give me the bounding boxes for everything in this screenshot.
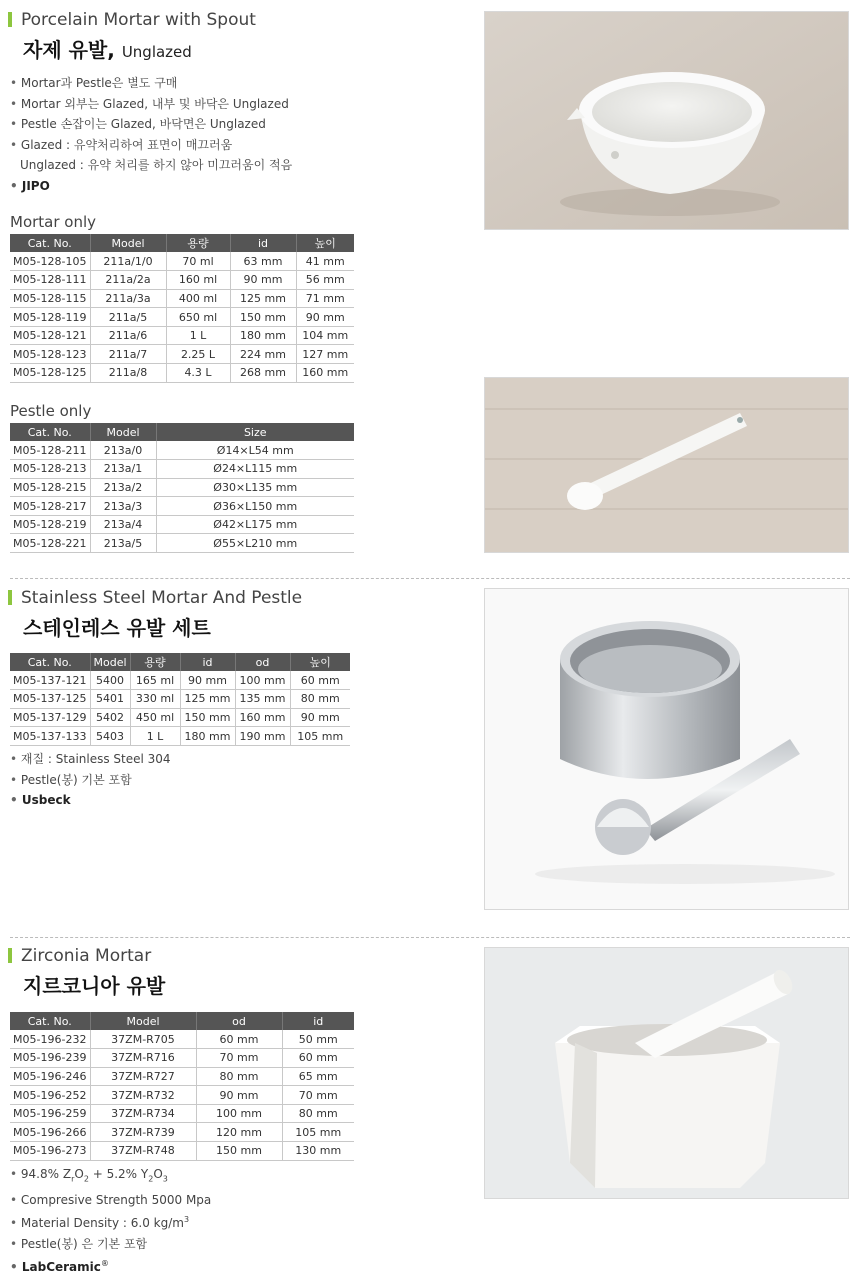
zirconia-title-en: Zirconia Mortar [8, 946, 151, 966]
mortar-table-cell: 90 mm [230, 271, 296, 290]
stainless-table-cell: 60 mm [290, 671, 350, 690]
zirconia-table-cell: 37ZM-R739 [90, 1123, 196, 1142]
zirconia-bullets [10, 1164, 211, 1271]
table-row [10, 690, 350, 709]
pestle-table-cell: 213a/1 [90, 460, 156, 479]
zirconia-illustration [485, 948, 849, 1199]
zirconia-table-cell: M05-196-273 [10, 1142, 90, 1161]
mortar-table-cell: 70 ml [166, 252, 230, 271]
mortar-table-cell: 211a/2a [90, 271, 166, 290]
mortar-table-col-header: Model [90, 234, 166, 252]
porcelain-bullet: • Pestle 손잡이는 Glazed, 바닥면은 Unglazed [10, 114, 292, 135]
stainless-photo [484, 588, 849, 910]
stainless-table-cell: M05-137-129 [10, 708, 90, 727]
stainless-table-col-header: Model [90, 653, 130, 671]
pestle-only-table [10, 423, 354, 553]
zirconia-table-cell: 50 mm [282, 1030, 354, 1049]
zirconia-table-cell: 130 mm [282, 1142, 354, 1161]
pestle-table-cell: M05-128-219 [10, 515, 90, 534]
porcelain-bullet: • Mortar과 Pestle은 별도 구매 [10, 73, 292, 94]
porcelain-pestle-photo [484, 377, 849, 553]
mortar-table-cell: 41 mm [296, 252, 354, 271]
zirconia-title-ko: 지르코니아 유발 [23, 974, 166, 998]
zirconia-table-cell: 80 mm [196, 1067, 282, 1086]
zirconia-photo [484, 947, 849, 1199]
table-row [10, 708, 350, 727]
zirconia-table-cell: 37ZM-R734 [90, 1104, 196, 1123]
mortar-table-cell: 211a/7 [90, 345, 166, 364]
porcelain-pestle-illustration [485, 378, 849, 553]
pestle-table-cell: 213a/3 [90, 497, 156, 516]
stainless-table-cell: 190 mm [235, 727, 290, 746]
mortar-table-cell: 211a/8 [90, 364, 166, 383]
mortar-table-cell: M05-128-115 [10, 289, 90, 308]
table-row [10, 326, 354, 345]
zirconia-composition: • 94.8% $Z_rO_2 + 5.2\%$ $Y_2O_3$ [10, 1164, 211, 1190]
zirconia-pestle: • Pestle(봉) 은 기본 포함 [10, 1234, 211, 1255]
zirconia-table-cell: M05-196-239 [10, 1049, 90, 1068]
zirconia-table-cell: 37ZM-R748 [90, 1142, 196, 1161]
pestle-table-cell: 213a/4 [90, 515, 156, 534]
stainless-table-cell: 160 mm [235, 708, 290, 727]
stainless-table-cell: 80 mm [290, 690, 350, 709]
stainless-table-col-header: 용량 [130, 653, 180, 671]
pestle-table-cell: Ø24×L115 mm [156, 460, 354, 479]
stainless-title-ko: 스테인레스 유발 세트 [23, 616, 211, 640]
table-row [10, 1049, 354, 1068]
porcelain-bullet: • Glazed : 유약처리하여 표면이 매끄러움 [10, 135, 292, 156]
pestle-table-col-header: Model [90, 423, 156, 441]
mortar-table-cell: M05-128-105 [10, 252, 90, 271]
stainless-bullets [10, 749, 171, 811]
mortar-table-cell: 400 ml [166, 289, 230, 308]
stainless-table-cell: 165 ml [130, 671, 180, 690]
mortar-table-cell: 125 mm [230, 289, 296, 308]
pestle-table-cell: 213a/0 [90, 441, 156, 460]
mortar-table-cell: 160 mm [296, 364, 354, 383]
zirconia-table [10, 1012, 354, 1161]
mortar-table-cell: M05-128-123 [10, 345, 90, 364]
zirconia-table-cell: 90 mm [196, 1086, 282, 1105]
pestle-table-cell: M05-128-221 [10, 534, 90, 553]
zirconia-table-cell: 150 mm [196, 1142, 282, 1161]
mortar-table-cell: 150 mm [230, 308, 296, 327]
zirconia-table-col-header: od [196, 1012, 282, 1030]
zirconia-brand: • LabCeramic® [10, 1254, 211, 1271]
zirconia-strength: • Compresive Strength 5000 Mpa [10, 1190, 211, 1211]
section-divider [10, 937, 850, 938]
table-row [10, 441, 354, 460]
zirconia-table-cell: 70 mm [196, 1049, 282, 1068]
mortar-table-col-header: 용량 [166, 234, 230, 252]
mortar-table-col-header: Cat. No. [10, 234, 90, 252]
stainless-table [10, 653, 350, 746]
stainless-table-cell: 5400 [90, 671, 130, 690]
pestle-table-cell: 213a/2 [90, 478, 156, 497]
pestle-table-col-header: Cat. No. [10, 423, 90, 441]
zirconia-table-cell: M05-196-252 [10, 1086, 90, 1105]
table-row [10, 308, 354, 327]
zirconia-table-cell: 65 mm [282, 1067, 354, 1086]
stainless-title-en: Stainless Steel Mortar And Pestle [8, 588, 302, 608]
porcelain-mortar-illustration [485, 12, 849, 230]
mortar-table-cell: 90 mm [296, 308, 354, 327]
zirconia-density: • Material Density : 6.0 $kg/m^3$ [10, 1210, 211, 1234]
stainless-table-cell: 450 ml [130, 708, 180, 727]
pestle-table-cell: M05-128-211 [10, 441, 90, 460]
zirconia-table-cell: 80 mm [282, 1104, 354, 1123]
stainless-table-cell: 5401 [90, 690, 130, 709]
stainless-table-cell: 5402 [90, 708, 130, 727]
mortar-table-cell: M05-128-119 [10, 308, 90, 327]
stainless-table-col-header: od [235, 653, 290, 671]
porcelain-mortar-photo [484, 11, 849, 230]
mortar-table-cell: 127 mm [296, 345, 354, 364]
table-row [10, 345, 354, 364]
zirconia-table-col-header: Cat. No. [10, 1012, 90, 1030]
zirconia-table-cell: 60 mm [282, 1049, 354, 1068]
table-row [10, 271, 354, 290]
stainless-table-cell: M05-137-133 [10, 727, 90, 746]
mortar-table-cell: M05-128-125 [10, 364, 90, 383]
zirconia-table-cell: 60 mm [196, 1030, 282, 1049]
mortar-table-cell: 4.3 L [166, 364, 230, 383]
zirconia-table-cell: M05-196-246 [10, 1067, 90, 1086]
mortar-table-cell: 211a/5 [90, 308, 166, 327]
stainless-bullet: • Pestle(봉) 기본 포함 [10, 770, 171, 791]
zirconia-table-cell: M05-196-259 [10, 1104, 90, 1123]
mortar-table-cell: 268 mm [230, 364, 296, 383]
stainless-table-col-header: Cat. No. [10, 653, 90, 671]
stainless-illustration [485, 589, 849, 910]
pestle-table-cell: M05-128-213 [10, 460, 90, 479]
stainless-bullet: • 재질 : Stainless Steel 304 [10, 749, 171, 770]
mortar-table-cell: 56 mm [296, 271, 354, 290]
porcelain-bullet-continuation: Unglazed : 유약 처리를 하지 않아 미끄러움이 적음 [20, 158, 293, 172]
table-row [10, 1123, 354, 1142]
mortar-table-cell: M05-128-121 [10, 326, 90, 345]
table-row [10, 727, 350, 746]
stainless-table-cell: 90 mm [290, 708, 350, 727]
mortar-table-cell: 180 mm [230, 326, 296, 345]
pestle-only-heading: Pestle only [10, 402, 92, 420]
zirconia-table-cell: M05-196-232 [10, 1030, 90, 1049]
pestle-table-cell: 213a/5 [90, 534, 156, 553]
mortar-only-table [10, 234, 354, 383]
mortar-table-cell: 71 mm [296, 289, 354, 308]
table-row [10, 478, 354, 497]
zirconia-table-cell: 100 mm [196, 1104, 282, 1123]
pestle-table-cell: Ø30×L135 mm [156, 478, 354, 497]
stainless-table-cell: 180 mm [180, 727, 235, 746]
mortar-table-cell: 211a/3a [90, 289, 166, 308]
zirconia-table-cell: 105 mm [282, 1123, 354, 1142]
mortar-table-cell: 160 ml [166, 271, 230, 290]
zirconia-table-col-header: Model [90, 1012, 196, 1030]
pestle-table-cell: M05-128-215 [10, 478, 90, 497]
stainless-table-cell: M05-137-125 [10, 690, 90, 709]
stainless-table-col-header: 높이 [290, 653, 350, 671]
stainless-table-cell: 90 mm [180, 671, 235, 690]
mortar-only-heading: Mortar only [10, 213, 97, 231]
zirconia-table-cell: 70 mm [282, 1086, 354, 1105]
table-row [10, 252, 354, 271]
stainless-table-cell: 135 mm [235, 690, 290, 709]
pestle-table-col-header: Size [156, 423, 354, 441]
table-row [10, 1086, 354, 1105]
porcelain-bullet: • Mortar 외부는 Glazed, 내부 및 바닥은 Unglazed [10, 94, 292, 115]
table-row [10, 497, 354, 516]
porcelain-bullets [10, 73, 292, 196]
mortar-table-cell: 104 mm [296, 326, 354, 345]
mortar-table-cell: 2.25 L [166, 345, 230, 364]
mortar-table-cell: 211a/1/0 [90, 252, 166, 271]
pestle-table-cell: Ø36×L150 mm [156, 497, 354, 516]
stainless-table-cell: 100 mm [235, 671, 290, 690]
stainless-table-cell: 150 mm [180, 708, 235, 727]
porcelain-title-ko-suffix: Unglazed [121, 43, 192, 61]
stainless-table-cell: 125 mm [180, 690, 235, 709]
stainless-table-cell: 105 mm [290, 727, 350, 746]
pestle-table-cell: M05-128-217 [10, 497, 90, 516]
mortar-table-cell: 224 mm [230, 345, 296, 364]
table-row [10, 671, 350, 690]
zirconia-table-cell: M05-196-266 [10, 1123, 90, 1142]
mortar-table-cell: 211a/6 [90, 326, 166, 345]
porcelain-title-ko-text: 자제 유발, [23, 38, 115, 62]
table-row [10, 515, 354, 534]
table-row [10, 534, 354, 553]
pestle-table-cell: Ø14×L54 mm [156, 441, 354, 460]
table-row [10, 460, 354, 479]
stainless-table-col-header: id [180, 653, 235, 671]
stainless-table-cell: 5403 [90, 727, 130, 746]
section-divider [10, 578, 850, 579]
table-row [10, 1067, 354, 1086]
table-row [10, 289, 354, 308]
stainless-table-cell: M05-137-121 [10, 671, 90, 690]
zirconia-table-col-header: id [282, 1012, 354, 1030]
mortar-table-col-header: id [230, 234, 296, 252]
stainless-table-cell: 330 ml [130, 690, 180, 709]
zirconia-table-cell: 37ZM-R727 [90, 1067, 196, 1086]
mortar-table-cell: 1 L [166, 326, 230, 345]
table-row [10, 364, 354, 383]
porcelain-title-ko [23, 34, 192, 63]
stainless-brand: • Usbeck [10, 790, 171, 811]
zirconia-table-cell: 120 mm [196, 1123, 282, 1142]
mortar-table-cell: 63 mm [230, 252, 296, 271]
table-row [10, 1104, 354, 1123]
stainless-table-cell: 1 L [130, 727, 180, 746]
table-row [10, 1030, 354, 1049]
pestle-table-cell: Ø42×L175 mm [156, 515, 354, 534]
table-row [10, 1142, 354, 1161]
zirconia-table-cell: 37ZM-R732 [90, 1086, 196, 1105]
mortar-table-cell: 650 ml [166, 308, 230, 327]
zirconia-table-cell: 37ZM-R705 [90, 1030, 196, 1049]
pestle-table-cell: Ø55×L210 mm [156, 534, 354, 553]
zirconia-table-cell: 37ZM-R716 [90, 1049, 196, 1068]
mortar-table-cell: M05-128-111 [10, 271, 90, 290]
mortar-table-col-header: 높이 [296, 234, 354, 252]
porcelain-title-en: Porcelain Mortar with Spout [8, 10, 256, 30]
porcelain-brand: • JIPO [10, 176, 292, 197]
